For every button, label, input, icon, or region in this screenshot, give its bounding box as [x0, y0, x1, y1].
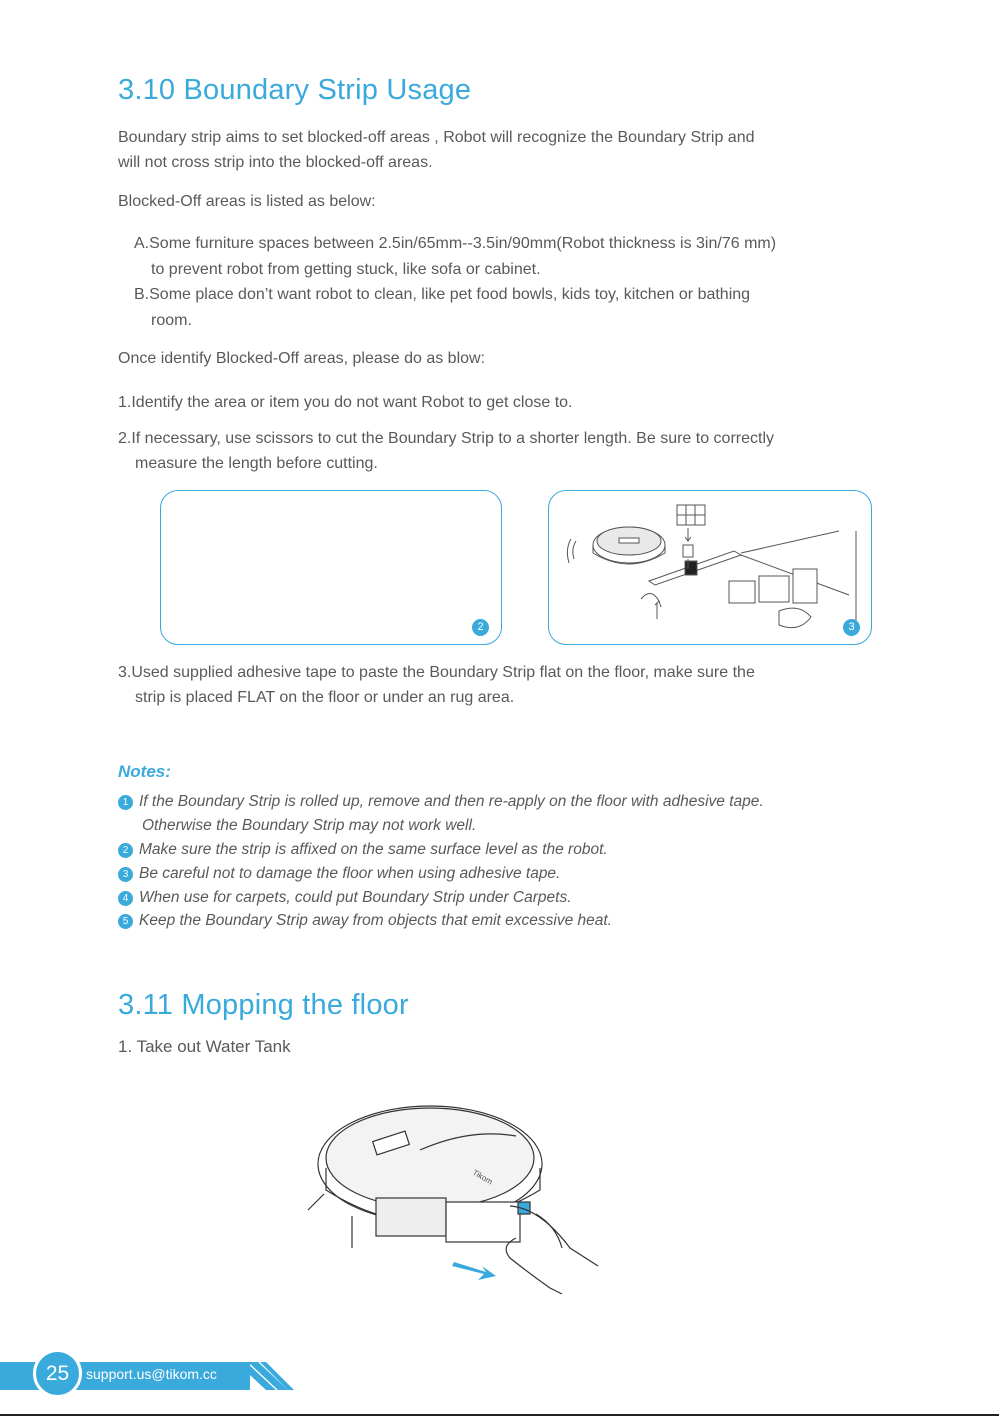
- figure-panel-2: [160, 490, 502, 645]
- footer-stripes: [236, 1355, 296, 1395]
- note-number-badge: 3: [118, 867, 133, 882]
- intro-line-2: will not cross strip into the blocked-off areas.: [118, 154, 433, 171]
- note-4: 4 When use for carpets, could put Boundary Strip under Carpets.: [118, 886, 918, 910]
- note-2: 2 Make sure the strip is affixed on the same surface level as the robot.: [118, 838, 918, 862]
- note-3: 3 Be careful not to damage the floor when using adhesive tape.: [118, 862, 918, 886]
- section-title-mopping: 3.11 Mopping the floor: [118, 989, 409, 1021]
- step-3: 3.Used supplied adhesive tape to paste the Boundary Strip flat on the floor, make sure the strip is placed FLAT on the floor or under an rug area.: [118, 664, 755, 706]
- note-number-badge: 5: [118, 914, 133, 929]
- blocked-item-b: B.Some place don’t want robot to clean, like pet food bowls, kids toy, kitchen or bathing room.: [134, 286, 751, 329]
- note-number-badge: 4: [118, 891, 133, 906]
- bottom-rule: [0, 1414, 999, 1416]
- pull-arrow-icon: [452, 1262, 496, 1280]
- boundary-strip-illustration: [549, 491, 873, 646]
- mopping-step-1: 1. Take out Water Tank: [118, 1037, 291, 1056]
- section-title-boundary-strip: 3.10 Boundary Strip Usage: [118, 74, 472, 106]
- robot-brand-label: Tikom: [471, 1167, 495, 1187]
- blocked-list: [134, 231, 914, 333]
- once-heading: Once identify Blocked-Off areas, please do as blow:: [118, 350, 486, 367]
- figure-badge-2: 2: [472, 619, 489, 636]
- figure-badge-3: 3: [843, 619, 860, 636]
- notes-title: Notes:: [118, 762, 171, 781]
- blocked-item-a: A.Some furniture spaces between 2.5in/65mm--3.5in/90mm(Robot thickness is 3in/76 mm) to prevent robot from getting stuck, like sofa or cabinet.: [134, 235, 777, 278]
- support-email-link[interactable]: support.us@tikom.cc: [86, 1366, 217, 1382]
- blocked-heading: Blocked-Off areas is listed as below:: [118, 193, 376, 210]
- figure-panel-3: [548, 490, 872, 645]
- step-1: 1.Identify the area or item you do not want Robot to get close to.: [118, 394, 573, 411]
- note-5: 5 Keep the Boundary Strip away from objects that emit excessive heat.: [118, 909, 918, 933]
- note-1: 1 If the Boundary Strip is rolled up, remove and then re-apply on the floor with adhesive tape. Otherwise the Boundary Strip may not work well.: [118, 790, 918, 838]
- note-number-badge: 2: [118, 843, 133, 858]
- note-number-badge: 1: [118, 795, 133, 810]
- intro-paragraph: [118, 125, 908, 175]
- step-2: 2.If necessary, use scissors to cut the Boundary Strip to a shorter length. Be sure to correctly measure the length before cutting.: [118, 430, 775, 472]
- water-tank-removal-illustration: [300, 1098, 610, 1298]
- intro-line-1: Boundary strip aims to set blocked-off areas , Robot will recognize the Boundary Strip and: [118, 129, 755, 146]
- page-number: 25: [33, 1349, 82, 1398]
